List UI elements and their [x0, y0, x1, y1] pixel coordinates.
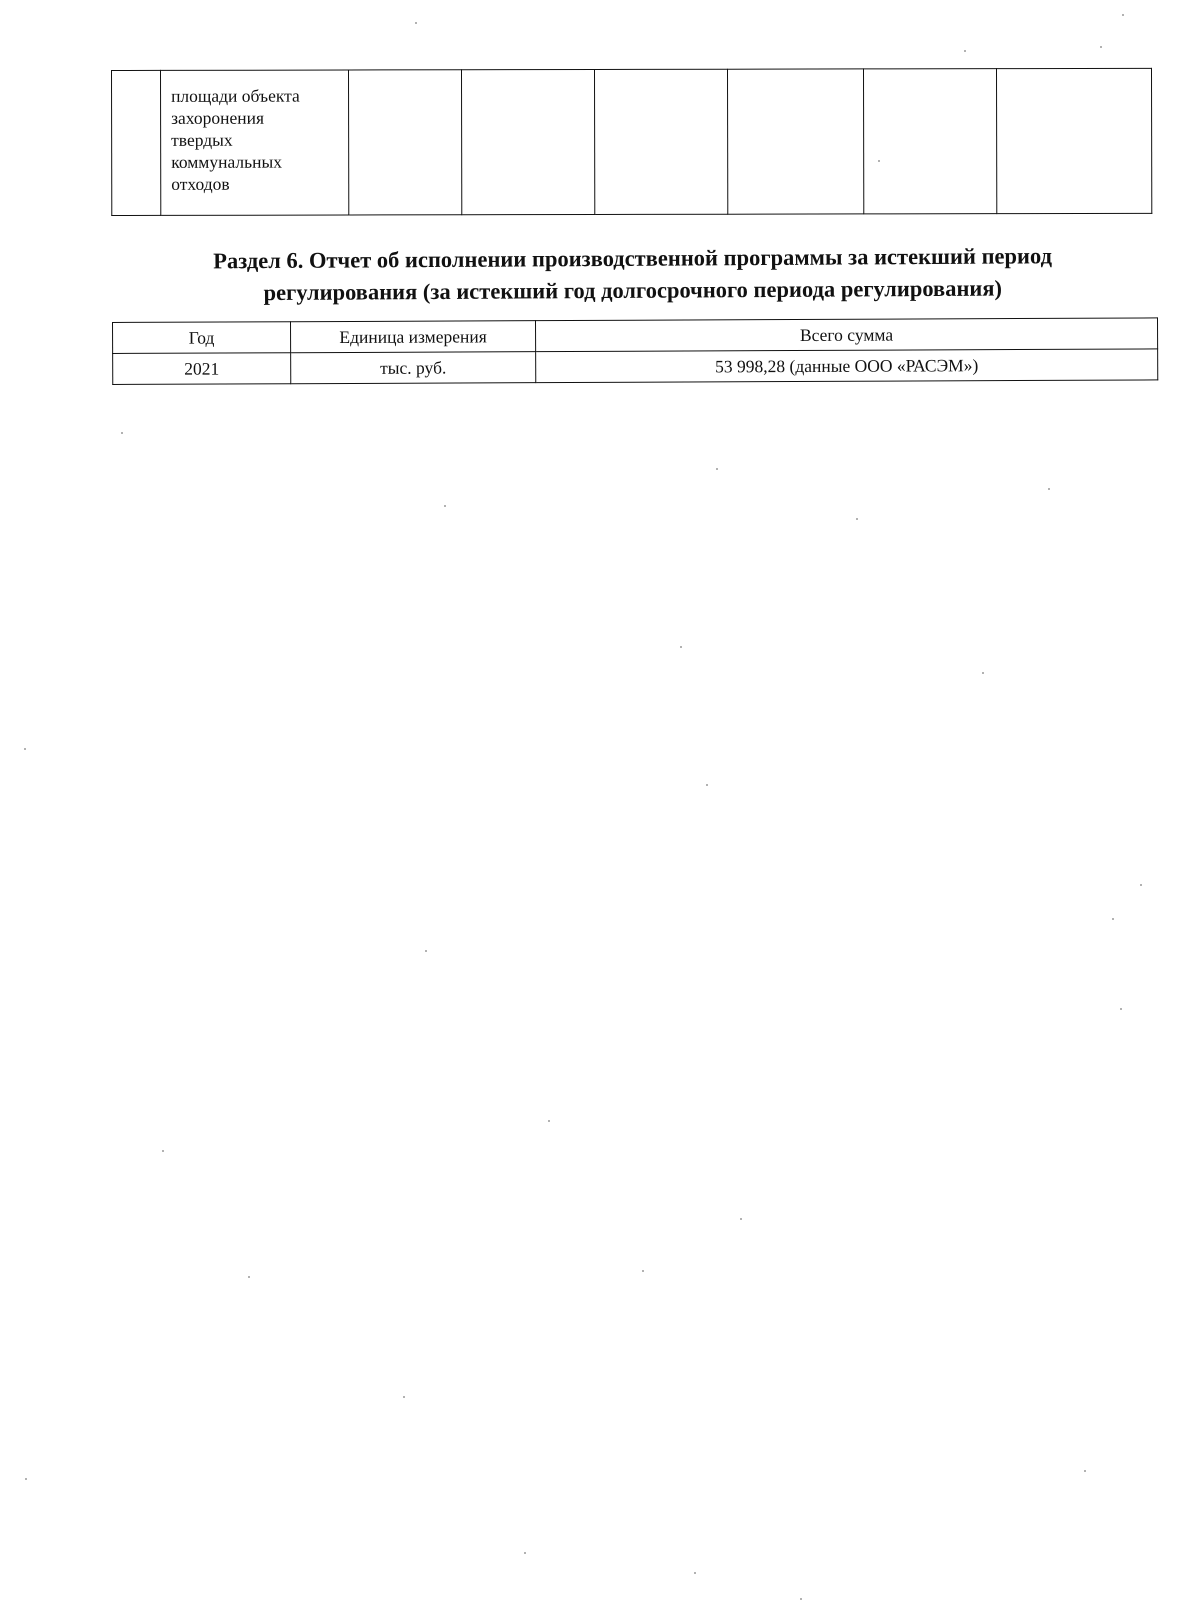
scan-speck	[1122, 14, 1124, 16]
scan-speck	[548, 1120, 550, 1122]
scan-speck	[800, 1598, 802, 1600]
scan-speck	[1048, 488, 1050, 490]
indicator-name-line: коммунальных	[171, 151, 283, 172]
scan-speck	[162, 1150, 164, 1152]
report-table	[112, 317, 1158, 385]
indicator-name-line: твердых	[171, 129, 233, 150]
header-total: Всего сумма	[535, 318, 1157, 352]
scan-speck	[403, 1396, 405, 1398]
row-number-cell	[112, 70, 161, 215]
empty-value-cell	[727, 69, 863, 214]
scan-speck	[680, 646, 682, 648]
scan-speck	[1112, 918, 1114, 920]
indicator-name-line: площади объекта	[171, 85, 300, 106]
table-header-row	[113, 318, 1158, 354]
scan-speck	[425, 950, 427, 952]
scan-speck	[24, 748, 26, 750]
scan-speck	[121, 432, 123, 434]
scan-speck	[1100, 46, 1102, 48]
empty-value-cell	[996, 68, 1151, 213]
table-row	[113, 349, 1158, 385]
indicator-name-line: захоронения	[171, 107, 265, 128]
scan-speck	[1140, 884, 1142, 886]
section-title	[110, 240, 1155, 310]
scan-speck	[706, 784, 708, 786]
header-year: Год	[113, 322, 291, 354]
scan-speck	[524, 1552, 526, 1554]
scan-speck	[964, 50, 966, 52]
scan-speck	[642, 1270, 644, 1272]
scan-speck	[248, 1276, 250, 1278]
scan-speck	[740, 1218, 742, 1220]
table-row	[112, 68, 1152, 215]
scan-speck	[982, 672, 984, 674]
scan-speck	[415, 22, 417, 24]
section-title-line-2: регулирования (за истекший год долгосрочного периода регулирования)	[263, 275, 1003, 306]
scan-speck	[856, 518, 858, 520]
indicator-name-line: отходов	[171, 173, 230, 194]
section-title-line-1: Раздел 6. Отчет об исполнении производственной программы за истекший период	[213, 243, 1053, 274]
scan-speck	[25, 1478, 27, 1480]
scan-speck	[716, 468, 718, 470]
scan-speck	[444, 505, 446, 507]
cell-unit: тыс. руб.	[291, 352, 536, 384]
empty-value-cell	[349, 70, 462, 215]
scan-speck	[694, 1572, 696, 1574]
indicator-name-cell	[161, 70, 349, 215]
empty-value-cell	[462, 69, 595, 214]
empty-value-cell	[595, 69, 728, 214]
scan-speck	[1084, 1470, 1086, 1472]
header-unit: Единица измерения	[291, 321, 536, 353]
cell-total: 53 998,28 (данные ООО «РАСЭМ»)	[536, 349, 1158, 383]
empty-value-cell	[863, 69, 996, 214]
continuation-table	[111, 68, 1152, 216]
scan-speck	[878, 160, 880, 162]
scan-speck	[1120, 1008, 1122, 1010]
cell-year: 2021	[113, 353, 291, 385]
